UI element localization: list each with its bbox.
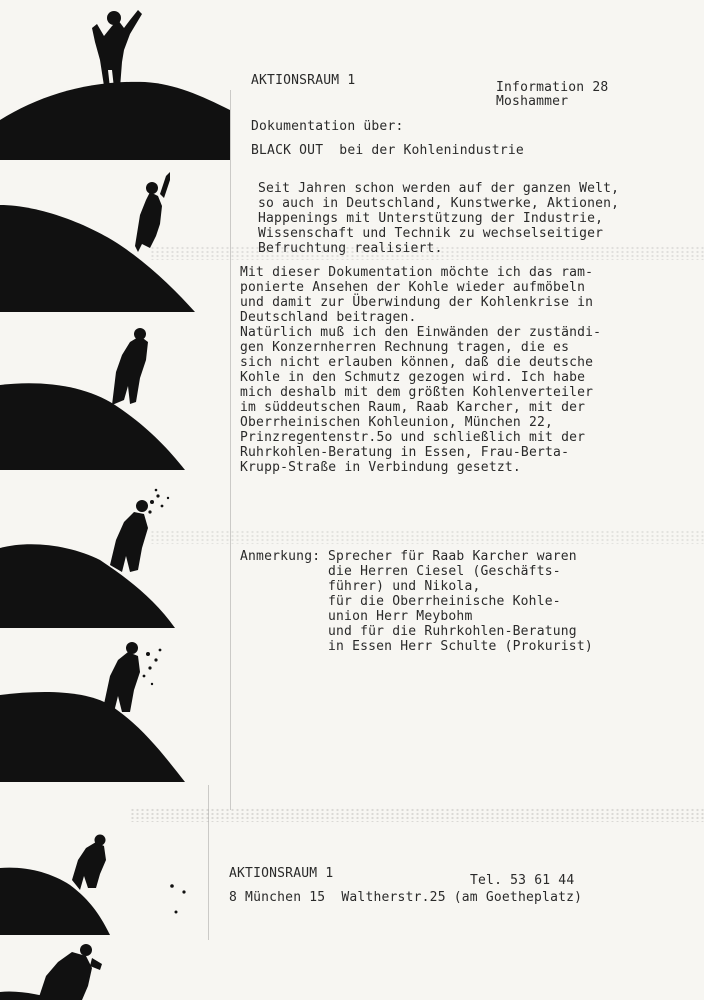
documentation-subject: BLACK OUT bei der Kohlenindustrie [251,143,524,158]
copy-noise-band [130,808,704,822]
information-number: Information 28 [496,80,609,95]
note-line: und für die Ruhrkohlen-Beratung [328,624,577,639]
paragraph-line: gen Konzernherren Rechnung tragen, die es [240,340,570,355]
paragraph-line: Krupp-Straße in Verbindung gesetzt. [240,460,521,475]
paragraph-line: mich deshalb mit dem größten Kohlenverteiler [240,385,594,400]
paragraph-line: Prinzregentenstr.5o und schließlich mit der [240,430,586,445]
page-fold-line [208,785,209,940]
paragraph-line: sich nicht erlauben können, daß die deutsche [240,355,594,370]
paragraph-line: ponierte Ansehen der Kohle wieder aufmöbeln [240,280,586,295]
paragraph-line: Befruchtung realisiert. [258,241,443,256]
note-label: Anmerkung: [240,549,321,564]
header-title: AKTIONSRAUM 1 [251,73,356,88]
paragraph-line: Wissenschaft und Technik zu wechselseitiger [258,226,604,241]
note-line: in Essen Herr Schulte (Prokurist) [328,639,593,654]
footer-name: AKTIONSRAUM 1 [229,866,334,881]
note-line: für die Oberrheinische Kohle- [328,594,561,609]
paragraph-line: Kohle in den Schmutz gezogen wird. Ich habe [240,370,586,385]
note-line: führer) und Nikola, [328,579,481,594]
paragraph-line: Ruhrkohlen-Beratung in Essen, Frau-Berta- [240,445,570,460]
author-name: Moshammer [496,94,569,109]
footer-phone: Tel. 53 61 44 [470,873,575,888]
paragraph-line: Deutschland beitragen. [240,310,417,325]
note-line: die Herren Ciesel (Geschäfts- [328,564,561,579]
paragraph-line: Happenings mit Unterstützung der Industrie, [258,211,604,226]
paragraph-line: Seit Jahren schon werden auf der ganzen Welt, [258,181,620,196]
paragraph-line: im süddeutschen Raum, Raab Karcher, mit der [240,400,586,415]
paragraph-line: Oberrheinischen Kohleunion, München 22, [240,415,554,430]
photo-sequence-strip [0,0,230,1000]
footer-address: 8 München 15 Waltherstr.25 (am Goetheplatz) [229,890,583,905]
paragraph-line: so auch in Deutschland, Kunstwerke, Aktionen, [258,196,620,211]
paragraph-line: und damit zur Überwindung der Kohlenkrise in [240,295,594,310]
note-line: Sprecher für Raab Karcher waren [328,549,577,564]
page-fold-line [230,90,231,810]
paragraph-line: Mit dieser Dokumentation möchte ich das ram- [240,265,594,280]
paragraph-line: Natürlich muß ich den Einwänden der zuständi- [240,325,602,340]
documentation-heading: Dokumentation über: [251,119,404,134]
note-line: union Herr Meybohm [328,609,473,624]
copy-noise-band [150,530,704,544]
